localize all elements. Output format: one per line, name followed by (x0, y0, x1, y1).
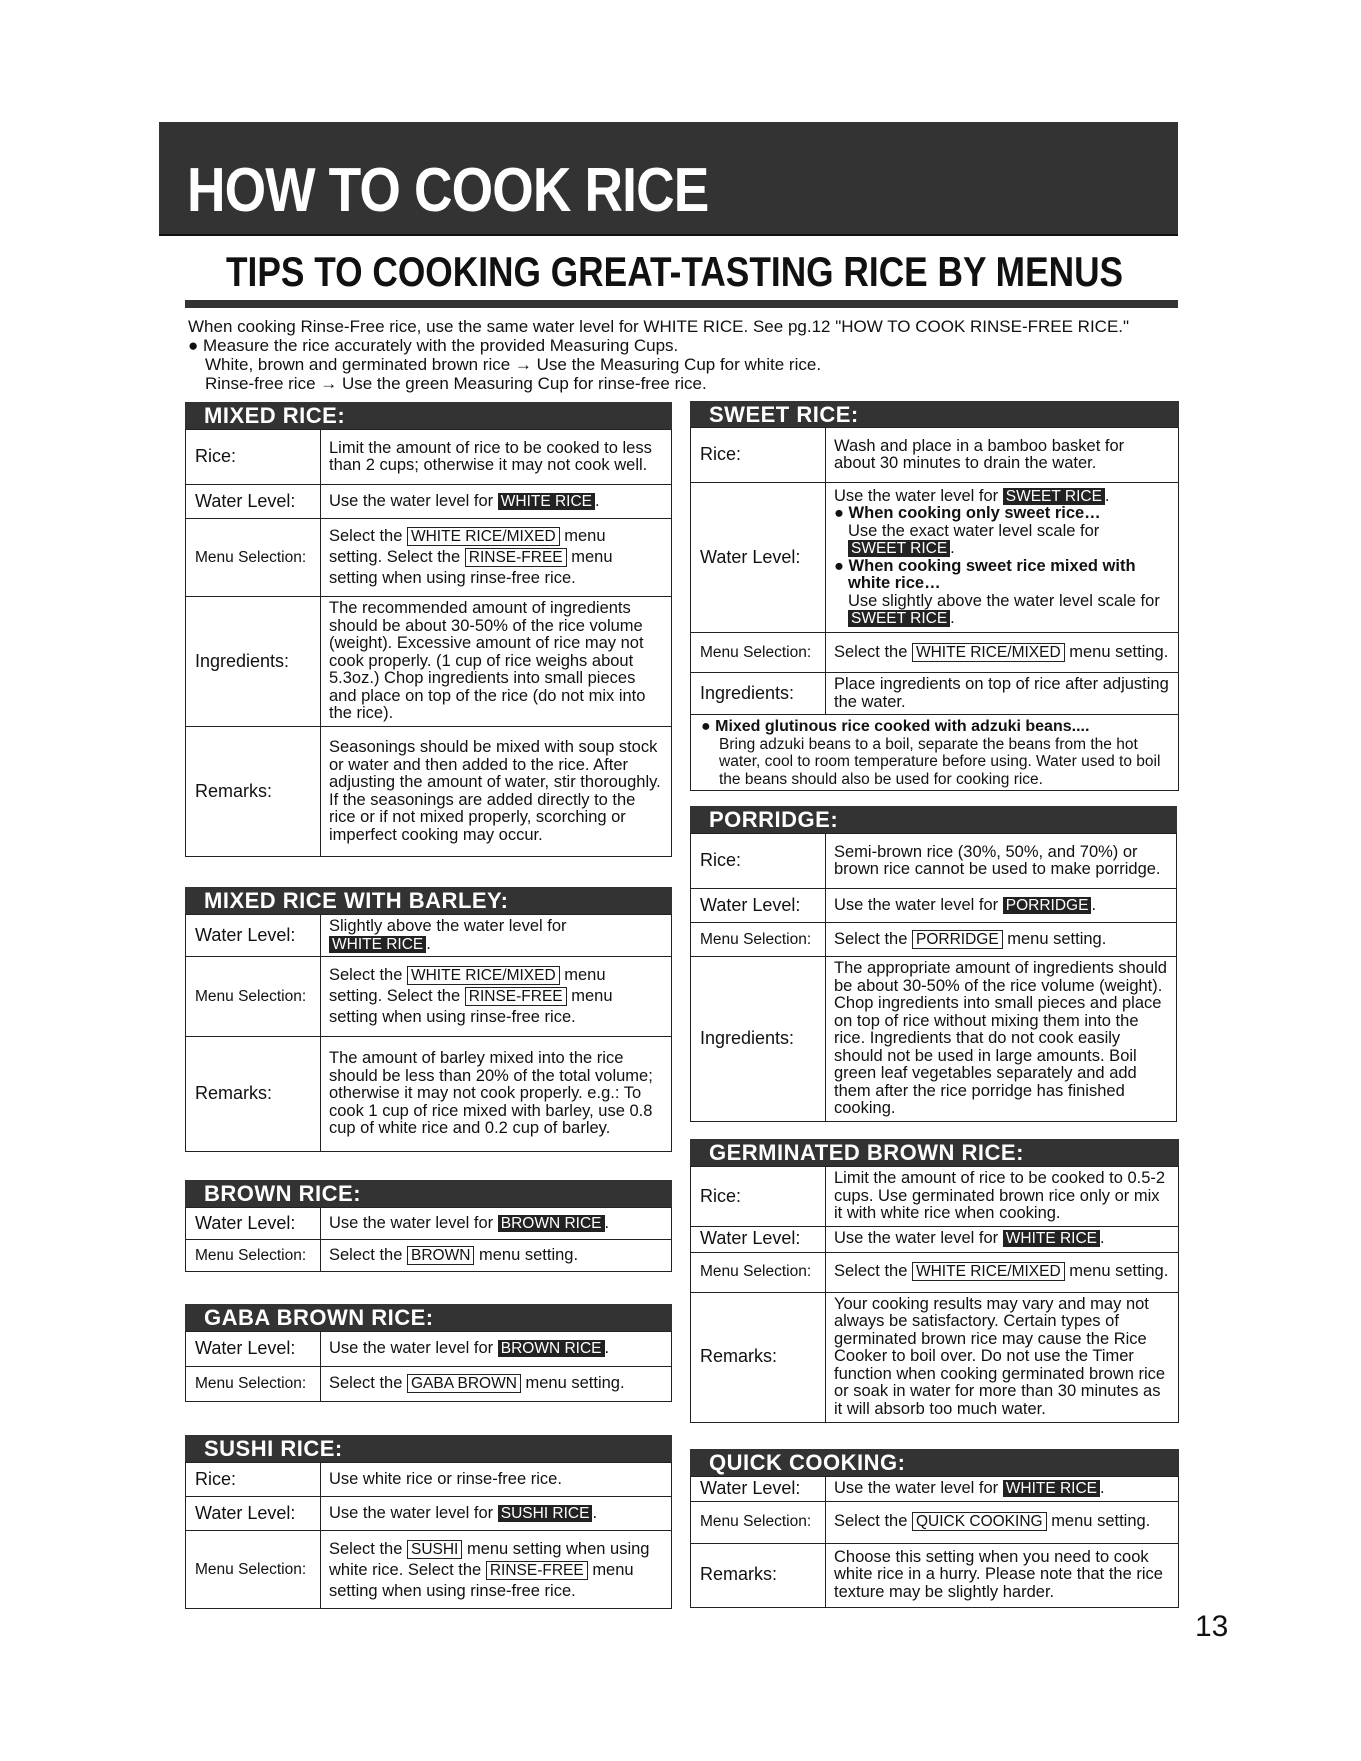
quick-cooking-tag: QUICK COOKING (912, 1512, 1047, 1531)
white-rice-mixed-tag: WHITE RICE/MIXED (407, 527, 560, 546)
section-brown-rice (185, 1180, 672, 1272)
table-row (691, 633, 1179, 673)
row-label: Rice: (186, 430, 321, 485)
table-row (186, 1463, 672, 1497)
row-value: The appropriate amount of ingredients should be about 30-50% of the rice volume (weight). Chop ingredients into small pieces and place on top of rice without mixing them into the rice. Ingredients that do not cook easily should not be used in large amounts. Boil green leaf vegetables separately and add them after the rice porridge has finished cooking. (826, 957, 1177, 1122)
section-mixed-rice-barley (185, 887, 672, 1152)
info-table (690, 427, 1179, 715)
rinse-free-tag: RINSE-FREE (486, 1561, 588, 1580)
section-mixed-rice (185, 402, 672, 857)
row-label: Water Level: (691, 889, 826, 923)
section-sushi-rice (185, 1435, 672, 1609)
row-label: Water Level: (186, 1497, 321, 1531)
row-label: Rice: (186, 1463, 321, 1497)
row-label: Ingredients: (691, 673, 826, 715)
table-row (691, 428, 1179, 483)
table-row (691, 1543, 1179, 1607)
table-row (186, 957, 672, 1037)
table-row (186, 519, 672, 597)
row-value: The amount of barley mixed into the rice should be less than 20% of the total volume; otherwise it may not cook properly. e.g.: To cook 1 cup of rice mixed with barley, use 0.8 cup of white rice and 0.2 cup of barley. (321, 1037, 672, 1152)
row-value: Use the water level for BROWN RICE . (321, 1208, 672, 1240)
section-body (690, 427, 1179, 791)
table-row (186, 1332, 672, 1367)
brown-rice-tag: BROWN RICE (498, 1340, 605, 1357)
sweet-rice-tag: SWEET RICE (848, 610, 950, 627)
row-value: The recommended amount of ingredients should be about 30-50% of the rice volume (weight). Excessive amount of rice may not cook properly. (1 cup of rice weighs about 5.3oz.) Chop ingredients into small pieces and place on top of the rice (do not mix into the rice). (321, 597, 672, 727)
sub-heading: ● When cooking only sweet rice… (834, 504, 1101, 522)
row-label: Menu Selection: (691, 633, 826, 673)
sushi-tag: SUSHI (407, 1540, 462, 1559)
row-value: Semi-brown rice (30%, 50%, and 70%) or brown rice cannot be used to make porridge. (826, 834, 1177, 889)
section-porridge (690, 806, 1177, 1122)
row-value: Select the WHITE RICE/MIXED menu setting. Select the RINSE-FREE menu setting when using rinse-free rice. (321, 519, 672, 597)
white-rice-tag: WHITE RICE (1003, 1480, 1100, 1497)
row-label: Water Level: (186, 485, 321, 519)
info-table (690, 1476, 1179, 1608)
row-label: Water Level: (691, 1477, 826, 1502)
row-value: Select the SUSHI menu setting when using white rice. Select the RINSE-FREE menu setting when using rinse-free rice. (321, 1531, 672, 1609)
section-germinated-brown-rice (690, 1139, 1179, 1423)
row-value: Use the water level for SWEET RICE . ● When cooking only sweet rice… Use the exact water level scale for SWEET RICE . ● When cooking sweet rice mixed with white rice… Use slightly above the water level scale for SWEET RICE . (826, 483, 1179, 633)
table-row (691, 889, 1177, 923)
row-value: Limit the amount of rice to be cooked to less than 2 cups; otherwise it may not cook well. (321, 430, 672, 485)
section-title: GABA BROWN RICE: (185, 1304, 672, 1331)
sub-heading: ● When cooking sweet rice mixed with white rice… (834, 556, 1136, 592)
row-value: Wash and place in a bamboo basket for about 30 minutes to drain the water. (826, 428, 1179, 483)
row-label: Water Level: (186, 915, 321, 957)
row-label: Menu Selection: (691, 1252, 826, 1292)
row-label: Rice: (691, 1167, 826, 1227)
porridge-menu-tag: PORRIDGE (912, 930, 1003, 949)
page-title: HOW TO COOK RICE (187, 156, 709, 225)
row-value: Use the water level for PORRIDGE . (826, 889, 1177, 923)
section-gaba-brown-rice (185, 1304, 672, 1402)
white-rice-mixed-tag: WHITE RICE/MIXED (407, 966, 560, 985)
row-value: Select the WHITE RICE/MIXED menu setting. (826, 1252, 1179, 1292)
row-label: Ingredients: (186, 597, 321, 727)
sweet-rice-tag: SWEET RICE (1003, 488, 1105, 505)
gaba-brown-tag: GABA BROWN (407, 1374, 521, 1393)
page-subtitle: TIPS TO COOKING GREAT-TASTING RICE BY MENUS (226, 248, 1124, 295)
section-title: MIXED RICE: (185, 402, 672, 429)
table-row (691, 1252, 1179, 1292)
row-value: Select the PORRIDGE menu setting. (826, 923, 1177, 957)
intro-bullet: ● Measure the rice accurately with the provided Measuring Cups. (188, 336, 679, 355)
sweet-rice-tag: SWEET RICE (848, 540, 950, 557)
row-label: Remarks: (691, 1543, 826, 1607)
row-label: Water Level: (186, 1208, 321, 1240)
row-label: Menu Selection: (186, 519, 321, 597)
row-label: Rice: (691, 834, 826, 889)
row-label: Menu Selection: (186, 1367, 321, 1402)
rinse-free-tag: RINSE-FREE (465, 987, 567, 1006)
rinse-free-tag: RINSE-FREE (465, 548, 567, 567)
section-title: GERMINATED BROWN RICE: (690, 1139, 1179, 1166)
info-table (185, 1462, 672, 1609)
row-value: Use the water level for WHITE RICE . (321, 485, 672, 519)
table-row (691, 1501, 1179, 1543)
table-row (186, 1531, 672, 1609)
row-label: Menu Selection: (691, 923, 826, 957)
info-table (690, 1166, 1179, 1423)
brown-tag: BROWN (407, 1246, 474, 1265)
row-label: Rice: (691, 428, 826, 483)
table-row (691, 483, 1179, 633)
table-row (691, 1226, 1179, 1252)
row-label: Water Level: (691, 1226, 826, 1252)
divider (185, 300, 1178, 308)
note-text: Bring adzuki beans to a boil, separate the beans from the hot water, cool to room temperature before using. Water used to boil the beans should also be used for cooking rice. (719, 735, 1161, 788)
row-label: Water Level: (691, 483, 826, 633)
info-table (185, 429, 672, 857)
info-table (185, 914, 672, 1152)
row-value: Select the WHITE RICE/MIXED menu setting. Select the RINSE-FREE menu setting when using rinse-free rice. (321, 957, 672, 1037)
section-title: SUSHI RICE: (185, 1435, 672, 1462)
row-value: Use the water level for WHITE RICE . (826, 1226, 1179, 1252)
row-value: Use the water level for SUSHI RICE . (321, 1497, 672, 1531)
white-rice-mixed-tag: WHITE RICE/MIXED (912, 1262, 1065, 1281)
table-row (186, 430, 672, 485)
white-rice-tag: WHITE RICE (498, 493, 595, 510)
section-title: QUICK COOKING: (690, 1449, 1179, 1476)
section-title: PORRIDGE: (690, 806, 1177, 833)
row-label: Remarks: (186, 1037, 321, 1152)
table-row (691, 957, 1177, 1122)
table-row (186, 485, 672, 519)
row-value: Slightly above the water level for WHITE RICE . (321, 915, 672, 957)
intro-text (188, 317, 1129, 393)
section-title: BROWN RICE: (185, 1180, 672, 1207)
row-value: Your cooking results may vary and may not always be satisfactory. Certain types of germinated brown rice may cause the Rice Cooker to boil over. Do not use the Timer function when cooking germinated brown rice or soak in water for more than 30 minutes as it will absorb too much water. (826, 1292, 1179, 1422)
table-row (691, 834, 1177, 889)
table-row (691, 1477, 1179, 1502)
table-row (186, 1367, 672, 1402)
row-label: Remarks: (186, 727, 321, 857)
row-value: Select the BROWN menu setting. (321, 1240, 672, 1272)
table-row (186, 1240, 672, 1272)
table-row (186, 727, 672, 857)
section-sweet-rice (690, 401, 1179, 791)
table-row (186, 1497, 672, 1531)
sushi-rice-tag: SUSHI RICE (498, 1505, 593, 1522)
white-rice-mixed-tag: WHITE RICE/MIXED (912, 643, 1065, 662)
section-title: SWEET RICE: (690, 401, 1179, 428)
table-row (186, 1037, 672, 1152)
page-number: 13 (1195, 1610, 1229, 1643)
white-rice-tag: WHITE RICE (1003, 1230, 1100, 1247)
intro-line: White, brown and germinated brown rice → Use the Measuring Cup for white rice. (205, 355, 822, 374)
row-value: Use the water level for BROWN RICE . (321, 1332, 672, 1367)
row-value: Select the GABA BROWN menu setting. (321, 1367, 672, 1402)
info-table (690, 833, 1177, 1122)
row-label: Menu Selection: (186, 957, 321, 1037)
row-value: Choose this setting when you need to cook white rice in a hurry. Please note that the rice texture may be slightly harder. (826, 1543, 1179, 1607)
table-row (691, 1292, 1179, 1422)
row-label: Menu Selection: (186, 1531, 321, 1609)
section-quick-cooking (690, 1449, 1179, 1608)
row-value: Seasonings should be mixed with soup stock or water and then added to the rice. After adjusting the amount of water, stir thoroughly. If the seasonings are added directly to the rice or if not mixed properly, scorching or imperfect cooking may occur. (321, 727, 672, 857)
table-row (186, 1208, 672, 1240)
brown-rice-tag: BROWN RICE (498, 1215, 605, 1232)
info-table (185, 1207, 672, 1272)
row-value: Select the QUICK COOKING menu setting. (826, 1501, 1179, 1543)
white-rice-tag: WHITE RICE (329, 936, 426, 953)
intro-line: When cooking Rinse-Free rice, use the same water level for WHITE RICE. See pg.12 "HOW TO COOK RINSE-FREE RICE." (188, 317, 1130, 336)
info-table (185, 1331, 672, 1402)
row-label: Ingredients: (691, 957, 826, 1122)
table-row (186, 915, 672, 957)
row-value: Place ingredients on top of rice after adjusting the water. (826, 673, 1179, 715)
table-row (691, 673, 1179, 715)
note-heading: ● Mixed glutinous rice cooked with adzuki beans.... (701, 718, 1090, 735)
table-row (186, 597, 672, 727)
section-title: MIXED RICE WITH BARLEY: (185, 887, 672, 914)
header-banner (159, 122, 1178, 236)
row-label: Menu Selection: (691, 1501, 826, 1543)
row-value: Limit the amount of rice to be cooked to 0.5-2 cups. Use germinated brown rice only or mix it with white rice when cooking. (826, 1167, 1179, 1227)
table-row (691, 923, 1177, 957)
row-value: Use the water level for WHITE RICE . (826, 1477, 1179, 1502)
row-value: Select the WHITE RICE/MIXED menu setting. (826, 633, 1179, 673)
row-label: Water Level: (186, 1332, 321, 1367)
table-row (691, 1167, 1179, 1227)
row-label: Menu Selection: (186, 1240, 321, 1272)
porridge-tag: PORRIDGE (1003, 897, 1092, 914)
adzuki-note (691, 714, 1178, 790)
row-value: Use white rice or rinse-free rice. (321, 1463, 672, 1497)
intro-line: Rinse-free rice → Use the green Measuring Cup for rinse-free rice. (205, 374, 707, 393)
row-label: Remarks: (691, 1292, 826, 1422)
